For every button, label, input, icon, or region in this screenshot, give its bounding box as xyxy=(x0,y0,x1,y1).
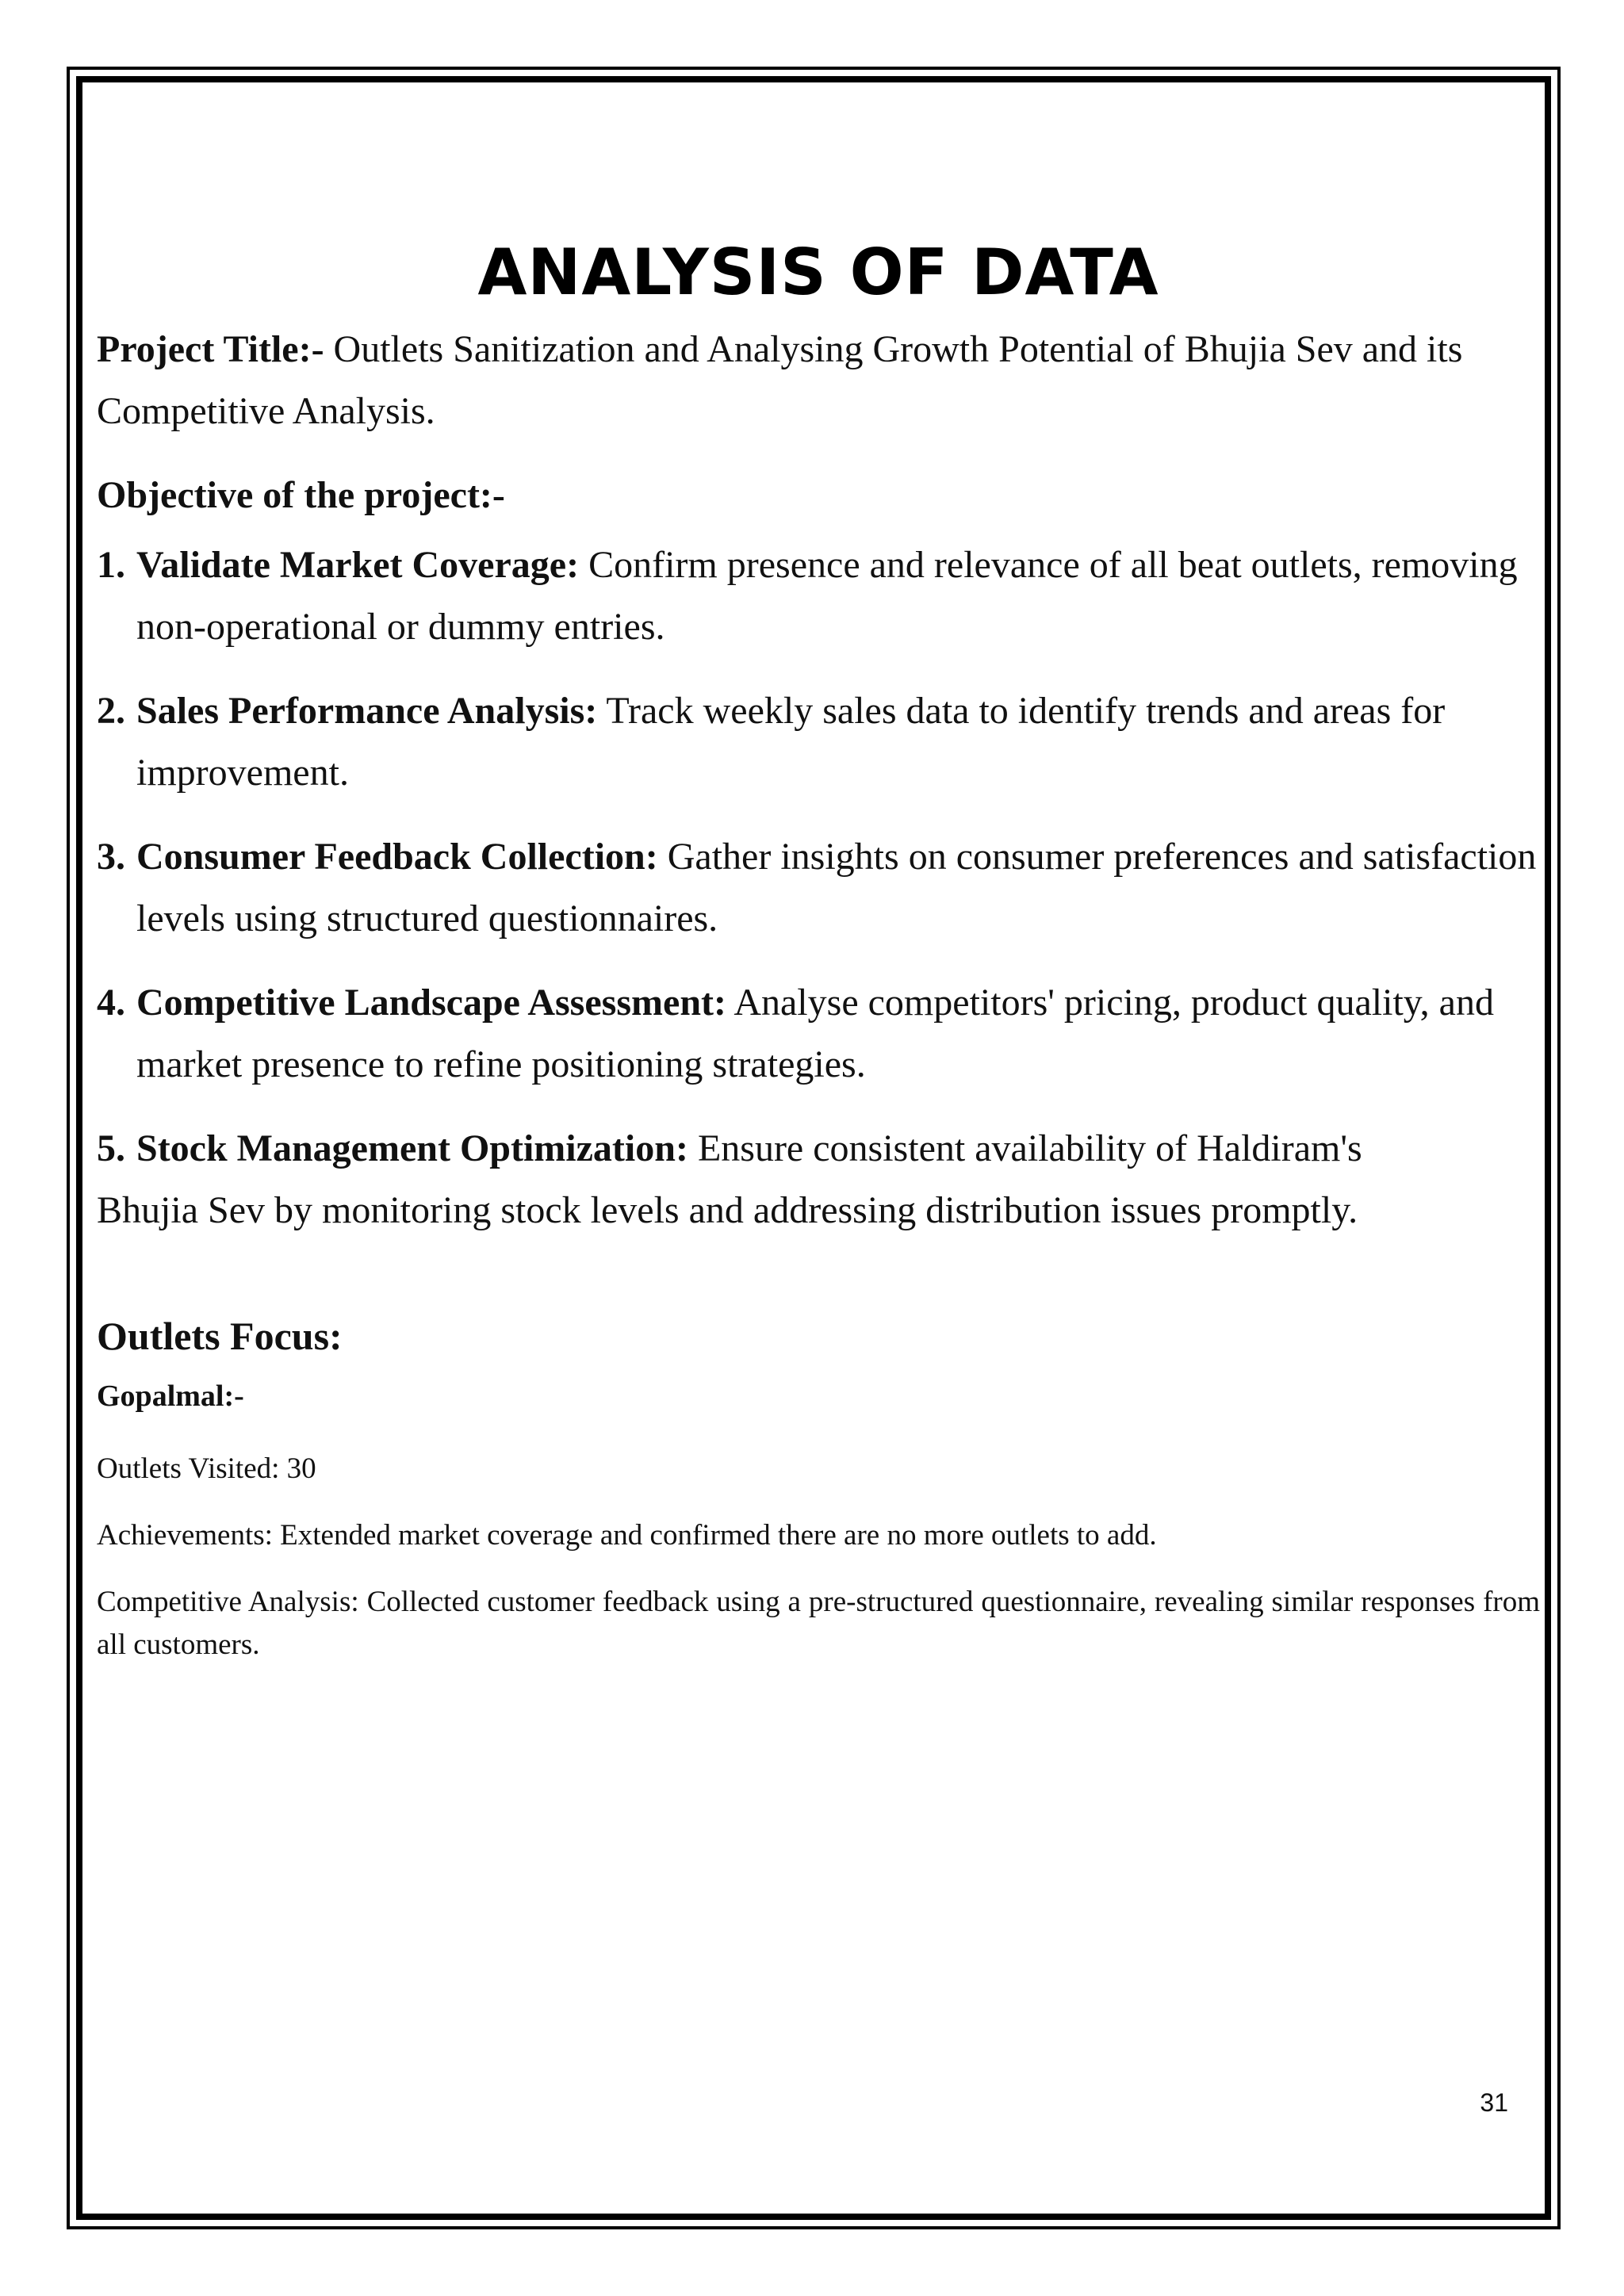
objective-item xyxy=(97,972,1540,1096)
outlets-visited-text: Outlets Visited: 30 xyxy=(97,1452,316,1485)
objective-label: Sales Performance Analysis: xyxy=(136,690,598,732)
objective-item xyxy=(97,680,1540,804)
objective-item xyxy=(97,826,1540,950)
objective-label: Consumer Feedback Collection: xyxy=(136,836,658,878)
objective-body xyxy=(136,534,1540,658)
objective-label: Validate Market Coverage: xyxy=(136,544,580,586)
objective-body xyxy=(136,680,1540,804)
objective-number: 1. xyxy=(97,544,125,586)
objective-number: 4. xyxy=(97,982,125,1024)
achievements-text: Achievements: Extended market coverage and confirmed there are no more outlets to add. xyxy=(97,1519,1157,1552)
objective-number: 3. xyxy=(97,836,125,878)
competitive-analysis-text: Competitive Analysis: Collected customer feedback using a pre-structured questionnaire, revealing similar responses from all customers. xyxy=(97,1586,1540,1661)
objective-number: 5. xyxy=(97,1127,125,1169)
page-content xyxy=(97,235,1540,1690)
objective-body xyxy=(136,1118,1540,1180)
objective-text: Confirm presence and relevance of all beat outlets, removing non-operational or dummy entries. xyxy=(136,544,1518,648)
objective-text: Track weekly sales data to identify trends and areas for improvement. xyxy=(136,690,1446,794)
outlets-focus-heading: Outlets Focus: xyxy=(97,1314,343,1358)
objective-body xyxy=(136,826,1540,950)
page-title: ANALYSIS OF DATA xyxy=(477,235,1159,309)
objective-heading: Objective of the project:- xyxy=(97,474,505,516)
objective-text: Ensure consistent availability of Haldiram's xyxy=(688,1127,1362,1169)
outlet-location-heading: Gopalmal:- xyxy=(97,1380,244,1413)
project-title-text: Outlets Sanitization and Analysing Growth Potential of Bhujia Sev and its Competitive Analysis. xyxy=(97,328,1463,432)
objective-label: Stock Management Optimization: xyxy=(136,1127,688,1169)
page-number: 31 xyxy=(1480,2088,1508,2117)
project-title-paragraph xyxy=(97,319,1540,442)
project-title-label: Project Title:- xyxy=(97,328,324,370)
objective-text: Analyse competitors' pricing, product quality, and market presence to refine positioning strategies. xyxy=(136,982,1494,1085)
objective-item xyxy=(97,534,1540,658)
objective-text: Gather insights on consumer preferences and satisfaction levels using structured questionnaires. xyxy=(136,836,1537,939)
objective-continuation: Bhujia Sev by monitoring stock levels and addressing distribution issues promptly. xyxy=(97,1189,1358,1231)
objective-number: 2. xyxy=(97,690,125,732)
objectives-list xyxy=(97,534,1540,1180)
objective-label: Competitive Landscape Assessment: xyxy=(136,982,726,1024)
objective-item xyxy=(97,1118,1540,1180)
objective-body xyxy=(136,972,1540,1096)
